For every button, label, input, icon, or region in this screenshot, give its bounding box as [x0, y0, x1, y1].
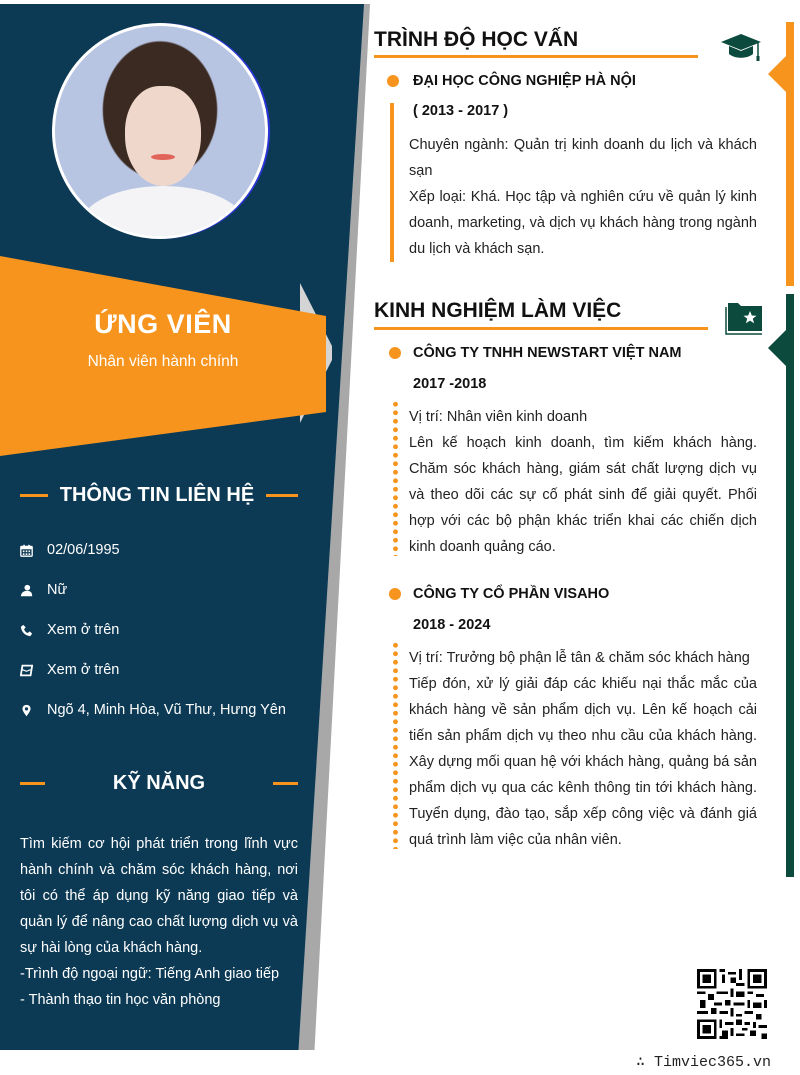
education-grade: Xếp loại: Khá. Học tập và nghiên cứu về quản lý kinh doanh, marketing, và dịch vụ khách hàng trong ngành du lịch và khách sạn. [409, 189, 757, 257]
job-company: CÔNG TY TNHH NEWSTART VIỆT NAM [413, 345, 682, 361]
skills-content [20, 831, 298, 1013]
skills-line: -Trình độ ngoại ngữ: Tiếng Anh giao tiếp [20, 966, 280, 982]
job-company: CÔNG TY CỔ PHẦN VISAHO [413, 586, 610, 602]
contact-item-address [20, 690, 310, 730]
job-details [409, 645, 757, 853]
experience-side-bar [786, 294, 794, 877]
contact-value: Xem ở trên [47, 622, 120, 638]
school-name: ĐẠI HỌC CÔNG NGHIỆP HÀ NỘI [413, 73, 636, 89]
job-description: Tiếp đón, xử lý giải đáp các khiếu nại thắc mắc của khách hàng về sản phẩm dịch vụ. Lên kế hoạch cải tiến sản phẩm dịch vụ theo nhu cầu của khách hàng. Xây dựng mối quan hệ với khách hàng, quảng bá sản phẩm dịch vụ qua các kênh thông tin tới khách hàng. Tuyển dụng, đào tạo, sắp xếp công việc và đánh giá quá trình làm việc của nhân viên. [409, 676, 757, 848]
contact-value: Xem ở trên [47, 662, 120, 678]
skills-summary: Tìm kiếm cơ hội phát triển trong lĩnh vực hành chính và chăm sóc khách hàng, nơi tôi có thể áp dụng kỹ năng giao tiếp và quản lý để nâng cao chất lượng dịch vụ và sự hài lòng của khách hàng. [20, 836, 298, 956]
skills-heading [20, 772, 298, 795]
email-icon [20, 664, 47, 677]
education-side-arrow [768, 54, 788, 94]
heading-dash-right [266, 494, 298, 497]
job-details [409, 404, 757, 560]
graduation-cap-icon [719, 33, 765, 63]
contact-item-email [20, 650, 310, 690]
education-bullet [387, 75, 399, 87]
location-pin-icon [20, 704, 47, 717]
job-timeline-dots [393, 641, 398, 849]
contact-list [20, 530, 310, 730]
heading-dash-left [20, 494, 48, 497]
experience-heading-rule [374, 327, 708, 330]
contact-heading-text: THÔNG TIN LIÊN HỆ [59, 484, 255, 506]
job-role: Vị trí: Nhân viên kinh doanh [409, 409, 588, 425]
avatar-lips [151, 154, 175, 160]
candidate-position: Nhân viên hành chính [87, 353, 239, 370]
job-description: Lên kế hoạch kinh doanh, tìm kiếm khách hàng. Chăm sóc khách hàng, giám sát chất lượng dịch vụ và theo dõi các sự cố phát sinh để giải quyết. Phối hợp với các bộ phận khác triển khai các chiến dịch kinh doanh quảng cáo. [409, 435, 757, 555]
education-major: Chuyên ngành: Quản trị kinh doanh du lịch và khách sạn [409, 137, 757, 179]
education-heading: TRÌNH ĐỘ HỌC VẤN [374, 28, 579, 51]
job-timeline-dots [393, 400, 398, 556]
site-watermark: ∴ Timviec365.vn [636, 1054, 772, 1071]
contact-item-gender [20, 570, 310, 610]
job-period: 2017 -2018 [413, 376, 487, 392]
education-heading-rule [374, 55, 698, 58]
job-role: Vị trí: Trưởng bộ phận lễ tân & chăm sóc khách hàng [409, 650, 750, 666]
job-bullet [389, 588, 401, 600]
education-timeline-line [390, 103, 394, 262]
contact-value: Ngõ 4, Minh Hòa, Vũ Thư, Hưng Yên [47, 702, 286, 718]
contact-value: 02/06/1995 [47, 542, 120, 558]
education-period: ( 2013 - 2017 ) [413, 103, 509, 119]
calendar-icon [20, 544, 47, 557]
folder-star-icon [724, 301, 764, 335]
education-details [409, 132, 757, 262]
contact-heading [20, 484, 298, 507]
experience-side-arrow [768, 328, 788, 368]
contact-value: Nữ [47, 582, 68, 598]
experience-heading: KINH NGHIỆM LÀM VIỆC [374, 299, 622, 322]
avatar [52, 23, 268, 239]
heading-dash-right [273, 782, 298, 785]
avatar-shirt [80, 186, 246, 239]
avatar-face [125, 86, 201, 186]
contact-item-birthdate [20, 530, 310, 570]
heading-dash-left [20, 782, 45, 785]
skills-heading-text: KỸ NĂNG [112, 772, 206, 794]
job-bullet [389, 347, 401, 359]
contact-item-phone [20, 610, 310, 650]
qr-code [697, 969, 767, 1039]
job-period: 2018 - 2024 [413, 617, 491, 633]
candidate-name: ỨNG VIÊN [94, 309, 232, 339]
user-icon [20, 584, 47, 597]
skills-line: - Thành thạo tin học văn phòng [20, 992, 221, 1008]
phone-icon [20, 624, 47, 637]
